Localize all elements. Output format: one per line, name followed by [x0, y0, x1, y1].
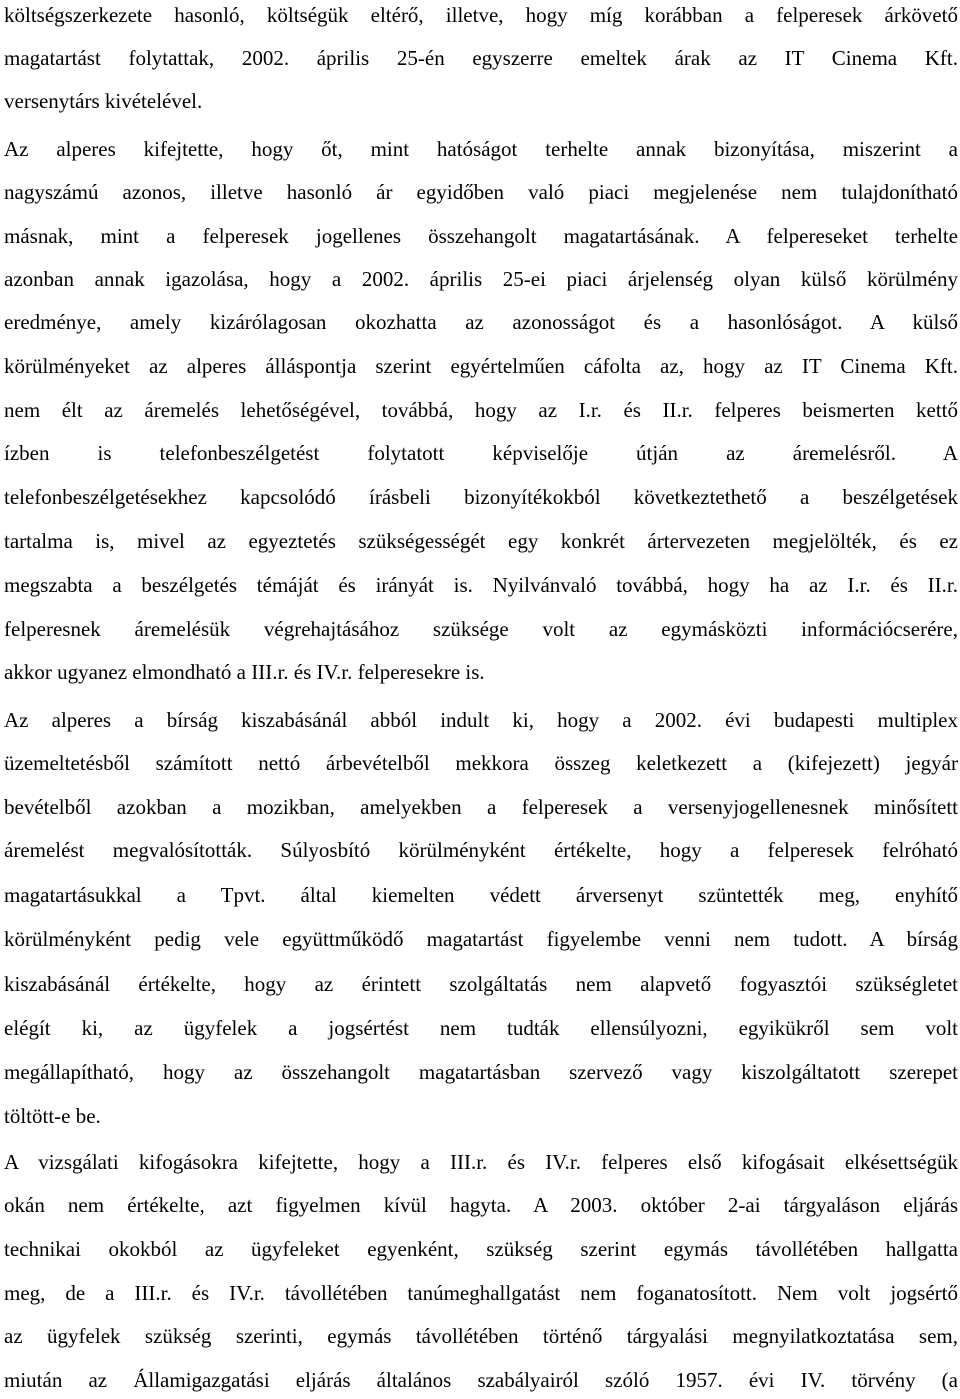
text-line: okán nem értékelte, azt figyelmen kívül hagyta. A 2003. október 2-ai tárgyaláson eljárás: [4, 1193, 958, 1217]
text-line: magatartást folytattak, 2002. április 25-én egyszerre emeltek árak az IT Cinema Kft.: [4, 46, 958, 70]
text-line: technikai okokból az ügyfeleket egyenként, szükség szerint egymás távollétében hallgatta: [4, 1237, 958, 1261]
text-line: másnak, mint a felperesek jogellenes összehangolt magatartásának. A felpereseket terhelte: [4, 224, 958, 248]
text-line: nagyszámú azonos, illetve hasonló ár egyidőben való piaci megjelenése nem tulajdonítható: [4, 180, 958, 204]
text-line: ízben is telefonbeszélgetést folytatott képviselője útján az áremelésről. A: [4, 441, 958, 465]
text-line: Az alperes kifejtette, hogy őt, mint hatóságot terhelte annak bizonyítása, miszerint a: [4, 137, 958, 161]
text-line: kiszabásánál értékelte, hogy az érintett szolgáltatás nem alapvető fogyasztói szükségletet: [4, 972, 958, 996]
text-line: elégít ki, az ügyfelek a jogsértést nem tudták ellensúlyozni, egyikükről sem volt: [4, 1016, 958, 1040]
text-line: megállapítható, hogy az összehangolt magatartásban szervező vagy kiszolgáltatott szerepet: [4, 1060, 958, 1084]
text-line: körülményként pedig vele együttműködő magatartást figyelembe venni nem tudott. A bírság: [4, 927, 958, 951]
text-line: nem élt az áremelés lehetőségével, továbbá, hogy az I.r. és II.r. felperes beismerten kettő: [4, 398, 958, 422]
text-line: eredménye, amely kizárólagosan okozhatta az azonosságot és a hasonlóságot. A külső: [4, 310, 958, 334]
text-line: A vizsgálati kifogásokra kifejtette, hogy a III.r. és IV.r. felperes első kifogásait elkésettségük: [4, 1150, 958, 1174]
text-line: azonban annak igazolása, hogy a 2002. április 25-ei piaci árjelenség olyan külső körülmény: [4, 267, 958, 291]
text-line: Az alperes a bírság kiszabásánál abból indult ki, hogy a 2002. évi budapesti multiplex: [4, 708, 958, 732]
text-line: bevételből azokban a mozikban, amelyekben a felperesek a versenyjogellenesnek minősített: [4, 795, 958, 819]
text-line: körülményeket az alperes álláspontja szerint egyértelműen cáfolta az, hogy az IT Cinema Kft.: [4, 354, 958, 378]
text-line: felperesnek áremelésük végrehajtásához szüksége volt az egymásközti információcserére,: [4, 617, 958, 641]
text-line: meg, de a III.r. és IV.r. távollétében tanúmeghallgatást nem foganatosított. Nem volt jogsértő: [4, 1281, 958, 1305]
text-line: töltött-e be.: [4, 1104, 101, 1128]
text-line: magatartásukkal a Tpvt. által kiemelten védett árversenyt szüntették meg, enyhítő: [4, 883, 958, 907]
text-line: telefonbeszélgetésekhez kapcsolódó írásbeli bizonyítékokból következtethető a beszélgetések: [4, 485, 958, 509]
text-line: miután az Államigazgatási eljárás általános szabályairól szóló 1957. évi IV. törvény (a: [4, 1368, 958, 1392]
text-line: tartalma is, mivel az egyeztetés szükségességét egy konkrét ártervezeten megjelölték, és ez: [4, 529, 958, 553]
text-line: versenytárs kivételével.: [4, 89, 203, 113]
text-line: üzemeltetésből számított nettó árbevételből mekkora összeg keletkezett a (kifejezett) jegyár: [4, 751, 958, 775]
text-line: az ügyfelek szükség szerinti, egymás távollétében történő tárgyalási megnyilatkoztatása sem,: [4, 1324, 958, 1348]
text-line: akkor ugyanez elmondható a III.r. és IV.r. felperesekre is.: [4, 660, 485, 684]
text-line: megszabta a beszélgetés témáját és irányát is. Nyilvánvaló továbbá, hogy ha az I.r. és II.r.: [4, 573, 958, 597]
text-line: költségszerkezete hasonló, költségük eltérő, illetve, hogy míg korábban a felperesek árkövető: [4, 3, 958, 27]
text-line: áremelést megvalósították. Súlyosbító körülményként értékelte, hogy a felperesek felróható: [4, 838, 958, 862]
